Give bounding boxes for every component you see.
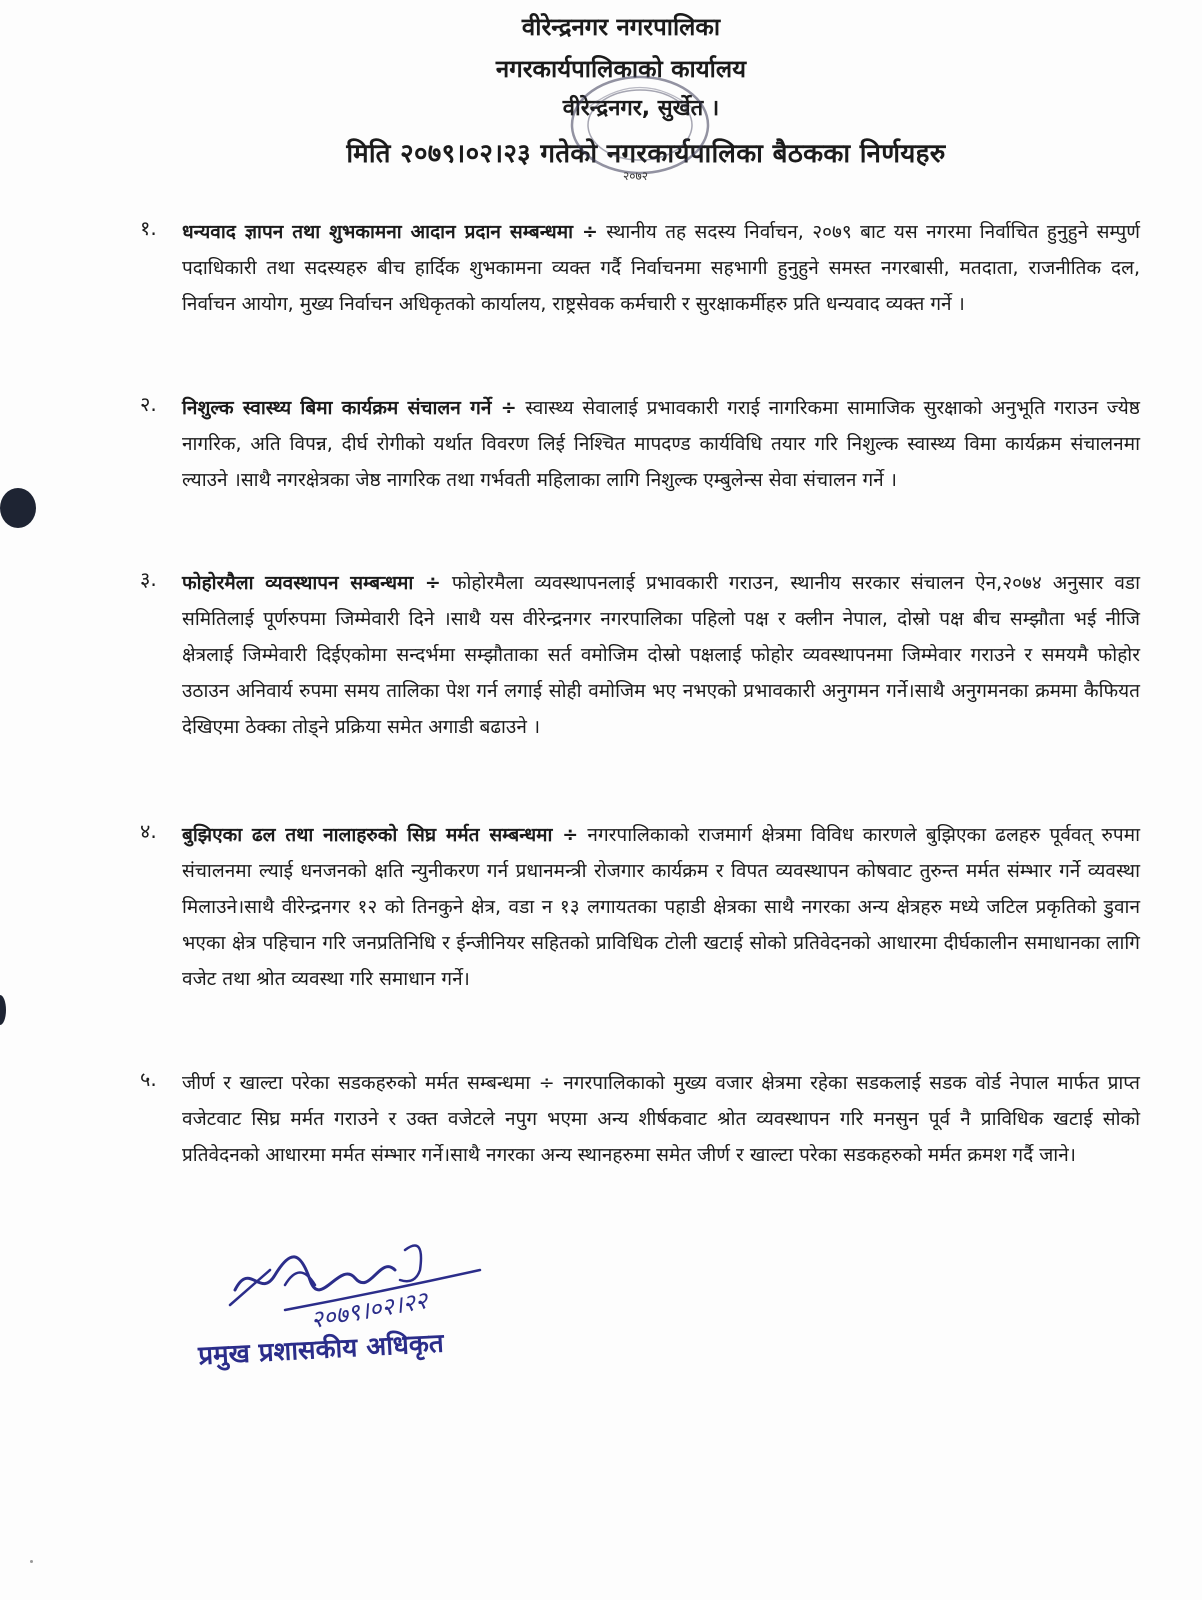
decision-body [182, 214, 1140, 322]
office-address: वीरेन्द्रनगर, सुर्खेत । [562, 96, 720, 121]
decision-text: स्थानीय तह सदस्य निर्वाचन, २०७९ बाट यस नगरमा निर्वाचित हुनुहुने सम्पुर्ण पदाधिकारी तथा सदस्यहरु बीच हार्दिक शुभकामना व्यक्त गर्दै निर्वाचनमा सहभागी हुनुहुने समस्त नगरबासी, मतदाता, राजनीतिक दल, निर्वाचन आयोग, मुख्य निर्वाचन अधिकृतको कार्यालय, राष्ट्रसेवक कर्मचारी र सुरक्षाकर्मीहरु प्रति धन्यवाद व्यक्त गर्ने । [182, 221, 1140, 315]
decision-text: जीर्ण र खाल्टा परेका सडकहरुको मर्मत सम्बन्धमा ÷ नगरपालिकाको मुख्य वजार क्षेत्रमा रहेका सडकलाई सडक वोर्ड नेपाल मार्फत प्राप्त वजेटवाट सिघ्र मर्मत गराउने र उक्त वजेटले नपुग भएमा अन्य शीर्षकवाट श्रोत व्यवस्थापन गरि मनसुन पूर्व नै प्राविधिक खटाई सोको प्रतिवेदनको आधारमा मर्मत संम्भार गर्ने।साथै नगरका अन्य स्थानहरुमा समेत जीर्ण र खाल्टा परेका सडकहरुको मर्मत क्रमश गर्दै जाने। [182, 1072, 1140, 1166]
decision-title: निशुल्क स्वास्थ्य बिमा कार्यक्रम संचालन गर्ने ÷ [182, 397, 517, 419]
document-title: मिति २०७९।०२।२३ गतेको नगरकार्यपालिका बैठकका निर्णयहरु [346, 139, 946, 169]
punch-hole [0, 488, 36, 528]
decision-title: धन्यवाद ज्ञापन तथा शुभकामना आदान प्रदान सम्बन्धमा ÷ [182, 221, 598, 243]
decision-body [182, 565, 1140, 745]
signatory-title: प्रमुख प्रशासकीय अधिकृत [197, 1328, 445, 1372]
municipality-name: वीरेन्द्रनगर नगरपालिका [521, 13, 721, 41]
punch-hole [0, 995, 6, 1025]
decision-title: बुझिएका ढल तथा नालाहरुको सिघ्र मर्मत सम्बन्धमा ÷ [182, 824, 579, 846]
decision-title: फोहोरमैला व्यवस्थापन सम्बन्धमा ÷ [182, 572, 441, 594]
decision-number: ५. [140, 1067, 157, 1091]
signature-date: २०७९।०२।२२ [308, 1286, 430, 1335]
decision-number: ३. [140, 567, 157, 591]
decision-body [182, 390, 1140, 498]
decision-text: नगरपालिकाको राजमार्ग क्षेत्रमा विविध कारणले बुझिएका ढलहरु पूर्ववत् रुपमा संचालनमा ल्याई धनजनको क्षति न्युनीकरण गर्न प्रधानमन्त्री रोजगार कार्यक्रम र विपत व्यवस्थापन कोषवाट तुरुन्त मर्मत संम्भार गर्ने व्यवस्था मिलाउने।साथै वीरेन्द्रनगर १२ को तिनकुने क्षेत्र, वडा न १३ लगायतका पहाडी क्षेत्रका साथै नगरका अन्य क्षेत्रहरु मध्ये जटिल प्रकृतिको डुवान भएका क्षेत्र पहिचान गरि जनप्रतिनिधि र ईन्जीनियर सहितको प्राविधिक टोली खटाई सोको प्रतिवेदनको आधारमा दीर्घकालीन समाधानका लागि वजेट तथा श्रोत व्यवस्था गरि समाधान गर्ने। [182, 824, 1140, 990]
paper-speck [30, 1560, 33, 1563]
stamp-year: २०७२ [623, 169, 648, 183]
decision-number: २. [140, 392, 157, 416]
decision-body [182, 817, 1140, 997]
decision-text: स्वास्थ्य सेवालाई प्रभावकारी गराई नागरिकमा सामाजिक सुरक्षाको अनुभूति गराउन ज्येष्ठ नागरिक, अति विपन्न, दीर्घ रोगीको यर्थात विवरण लिई निश्चित मापदण्ड कार्यविधि तयार गरि निशुल्क स्वास्थ्य विमा कार्यक्रम संचालनमा ल्याउने ।साथै नगरक्षेत्रका जेष्ठ नागरिक तथा गर्भवती महिलाका लागि निशुल्क एम्बुलेन्स सेवा संचालन गर्ने । [182, 397, 1140, 491]
office-name: नगरकार्यपालिकाको कार्यालय [495, 55, 747, 83]
decision-text: फोहोरमैला व्यवस्थापनलाई प्रभावकारी गराउन, स्थानीय सरकार संचालन ऐन,२०७४ अनुसार वडा समितिलाई पूर्णरुपमा जिम्मेवारी दिने ।साथै यस वीरेन्द्रनगर नगरपालिका पहिलो पक्ष र क्लीन नेपाल, दोस्रो पक्ष बीच सम्झौता भई नीजि क्षेत्रलाई जिम्मेवारी दिईएकोमा सन्दर्भमा सम्झौताका सर्त वमोजिम दोस्रो पक्षलाई फोहोर व्यवस्थापनमा जिम्मेवार गराउने र समयमै फोहोर उठाउन अनिवार्य रुपमा समय तालिका पेश गर्न लगाई सोही वमोजिम भए नभएको प्रभावकारी अनुगमन गर्ने।साथै अनुगमनका क्रममा कैफियत देखिएमा ठेक्का तोड्ने प्रक्रिया समेत अगाडी बढाउने । [182, 572, 1141, 738]
decision-number: १. [140, 216, 157, 240]
decision-body [182, 1065, 1140, 1173]
decision-number: ४. [140, 819, 157, 843]
office-stamp [565, 70, 715, 185]
